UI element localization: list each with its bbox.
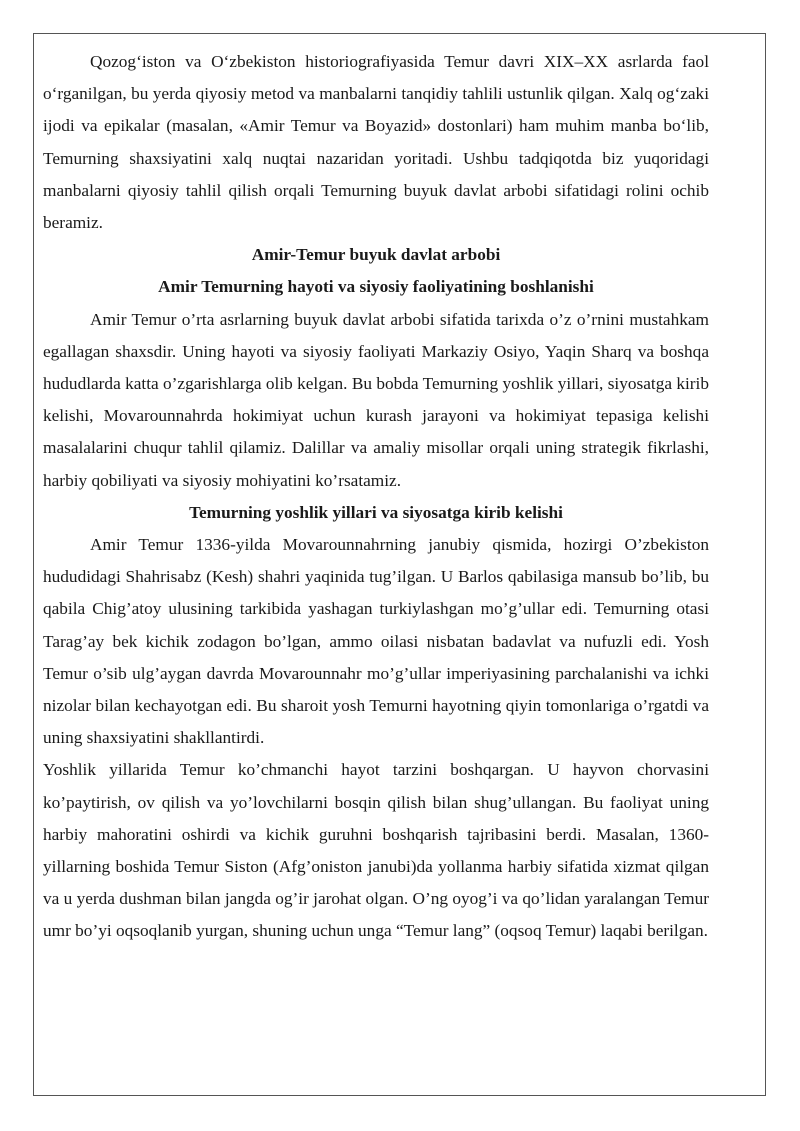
chapter-title: Amir-Temur buyuk davlat arbobi (251, 245, 501, 265)
section-title-youth: Temurning yoshlik yillari va siyosatga kirib kelishi (189, 502, 563, 522)
section-title-life: Amir Temurning hayoti va siyosiy faoliyatining boshlanishi (158, 277, 594, 297)
document-body (43, 46, 709, 948)
section-youth-paragraph-1: Amir Temur 1336-yilda Movarounnahrning janubiy qismida, hozirgi O’zbekiston hududidagi Shahrisabz (Kesh) shahri yaqinida tug’ilgan. U Barlos qabilasiga mansub bo’lib, bu qabila Chig’atoy ulusining tarkibida yashagan turkiylashgan mo’g’ullar edi. Temurning otasi Tarag’ay bek kichik zodagon bo’lgan, ammo oilasi nisbatan badavlat va nufuzli edi. Yosh Temur o’sib ulg’aygan davrda Movarounnahr mo’g’ullar imperiyasining parchalanishi va ichki nizolar bilan kechayotgan edi. Bu sharoit yosh Temurni hayotning qiyin tomonlariga o’rgatdi va uning shaxsiyatini shakllantirdi. (43, 535, 709, 748)
section-youth-paragraph-2: Yoshlik yillarida Temur ko’chmanchi hayot tarzini boshqargan. U hayvon chorvasini ko’paytirish, ov qilish va yo’lovchilarni bosqin qilish bilan shug’ullangan. Bu faoliyat uning harbiy mahoratini oshirdi va kichik guruhni boshqarish tajribasini berdi. Masalan, 1360-yillarning boshida Temur Siston (Afg’oniston janubi)da yollanma harbiy sifatida xizmat qilgan va u yerda dushman bilan jangda og’ir jarohat olgan. O’ng oyog’i va qo’lidan yaralangan Temur umr bo’yi oqsoqlanib yurgan, shuning uchun unga “Temur lang” (oqsoq Temur) laqabi berilgan. (43, 760, 709, 941)
section-life-paragraph: Amir Temur o’rta asrlarning buyuk davlat arbobi sifatida tarixda o’z o’rnini mustahkam egallagan shaxsdir. Uning hayoti va siyosiy faoliyati Markaziy Osiyo, Yaqin Sharq va boshqa hududlarda katta o’zgarishlarga olib kelgan. Bu bobda Temurning yoshlik yillari, siyosatga kirib kelishi, Movarounnahrda hokimiyat uchun kurash jarayoni va hokimiyat tepasiga kelishi masalalarini chuqur tahlil qilamiz. Dalillar va amaliy misollar orqali uning strategik fikrlashi, harbiy qobiliyati va siyosiy mohiyatini ko’rsatamiz. (43, 309, 709, 490)
intro-paragraph: Qozog‘iston va O‘zbekiston historiografiyasida Temur davri XIX–XX asrlarda faol o‘rganilgan, bu yerda qiyosiy metod va manbalarni tanqidiy tahlili ustunlik qilgan. Xalq og‘zaki ijodi va epikalar (masalan, «Amir Temur va Boyazid» dostonlari) ham muhim manba bo‘lib, Temurning shaxsiyatini xalq nuqtai nazaridan yoritadi. Ushbu tadqiqotda biz yuqoridagi manbalarni qiyosiy tahlil qilish orqali Temurning buyuk davlat arbobi sifatidagi rolini ochib beramiz. (43, 52, 709, 233)
